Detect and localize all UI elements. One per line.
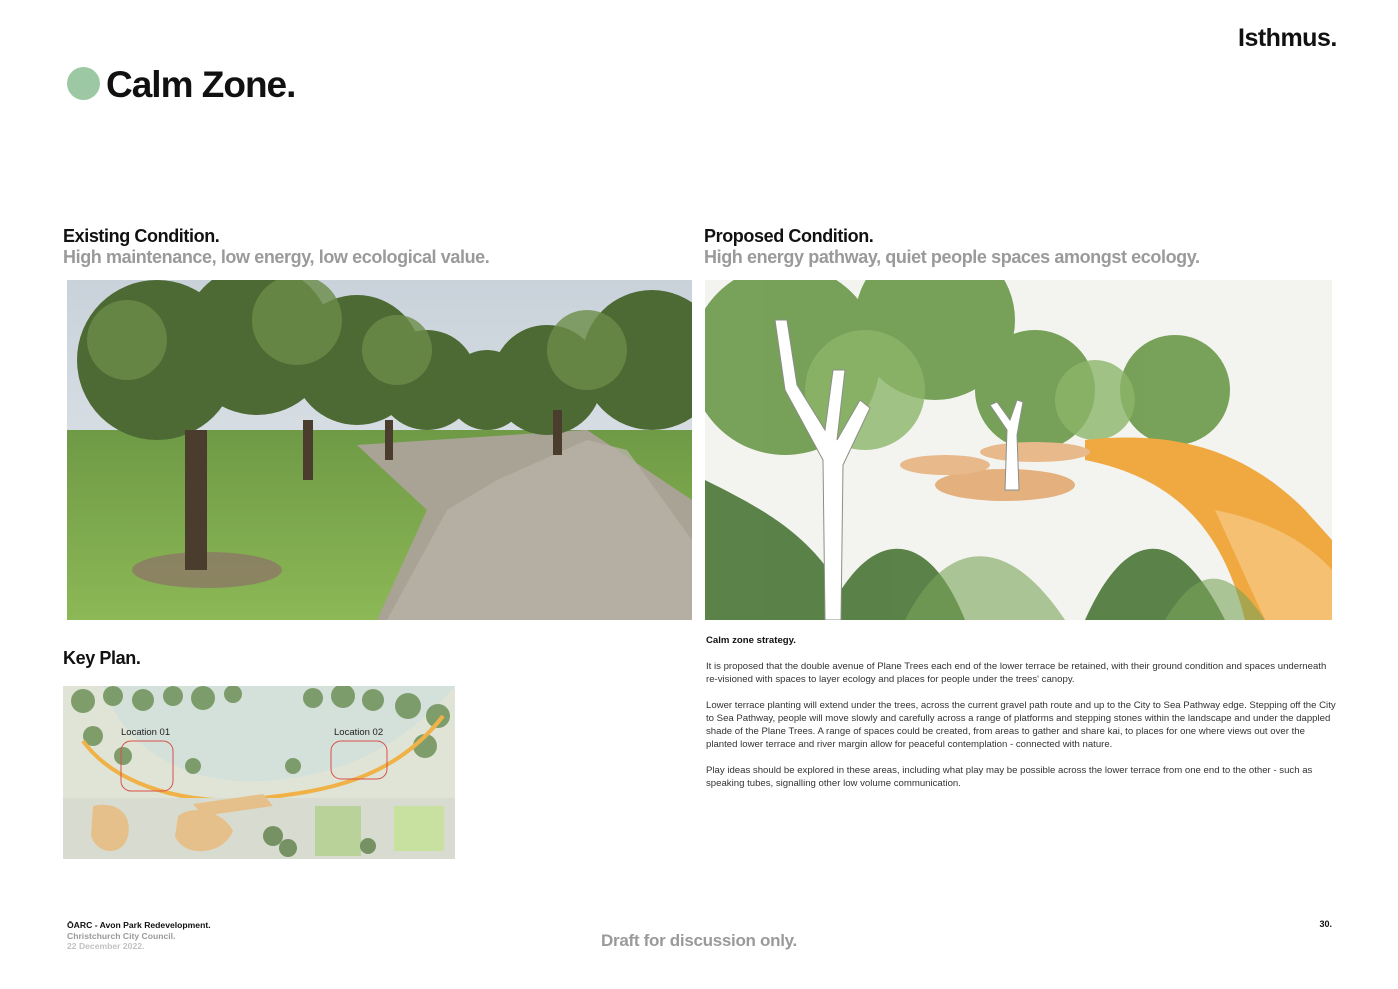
footer-date: 22 December 2022.	[67, 941, 145, 951]
key-plan-location-02-label: Location 02	[334, 727, 384, 738]
page-title: Calm Zone.	[106, 64, 296, 105]
zone-color-dot	[67, 67, 100, 100]
strategy-paragraph-1: It is proposed that the double avenue of Plane Trees each end of the lower terrace be retained, with their ground condition and spaces underneath re-visioned with spaces to layer ecology and places for people under the trees' canopy.	[706, 661, 1327, 685]
page-number: 30.	[1319, 919, 1332, 929]
existing-condition-title: Existing Condition.	[63, 226, 220, 246]
footer-client: Christchurch City Council.	[67, 930, 176, 941]
existing-condition-subtitle: High maintenance, low energy, low ecological value.	[63, 247, 490, 267]
key-plan-map	[63, 686, 455, 859]
footer-project: ŌARC - Avon Park Redevelopment.	[67, 920, 211, 930]
key-plan-location-01-label: Location 01	[121, 727, 171, 738]
proposed-condition-illustration	[705, 280, 1332, 620]
proposed-condition-subtitle: High energy pathway, quiet people spaces amongst ecology.	[704, 247, 1200, 267]
calm-zone-strategy	[706, 634, 1336, 803]
existing-condition-photo	[67, 280, 692, 620]
brand-logo: Isthmus.	[1238, 24, 1337, 52]
strategy-paragraph-3: Play ideas should be explored in these areas, including what play may be possible across the lower terrace from one end to the other - such as speaking tubes, signalling other low volume communication.	[706, 765, 1313, 789]
strategy-paragraph-2: Lower terrace planting will extend under the trees, across the current gravel path route and up to the City to Sea Pathway edge. Stepping off the City to Sea Pathway, people will move slowly and carefully across a range of platforms and stepping stones within the landscape and under the dappled shade of the Plane Trees. A range of spaces could be created, from areas to gather and share kai, to places for one where views out over the planted lower terrace and river margin allow for peaceful contemplation - connected with nature.	[706, 700, 1336, 750]
key-plan-map-drawing	[63, 686, 455, 859]
key-plan-title: Key Plan.	[63, 648, 141, 668]
draft-notice: Draft for discussion only.	[601, 931, 797, 950]
proposed-condition-title: Proposed Condition.	[704, 226, 874, 246]
strategy-title: Calm zone strategy.	[706, 635, 796, 646]
